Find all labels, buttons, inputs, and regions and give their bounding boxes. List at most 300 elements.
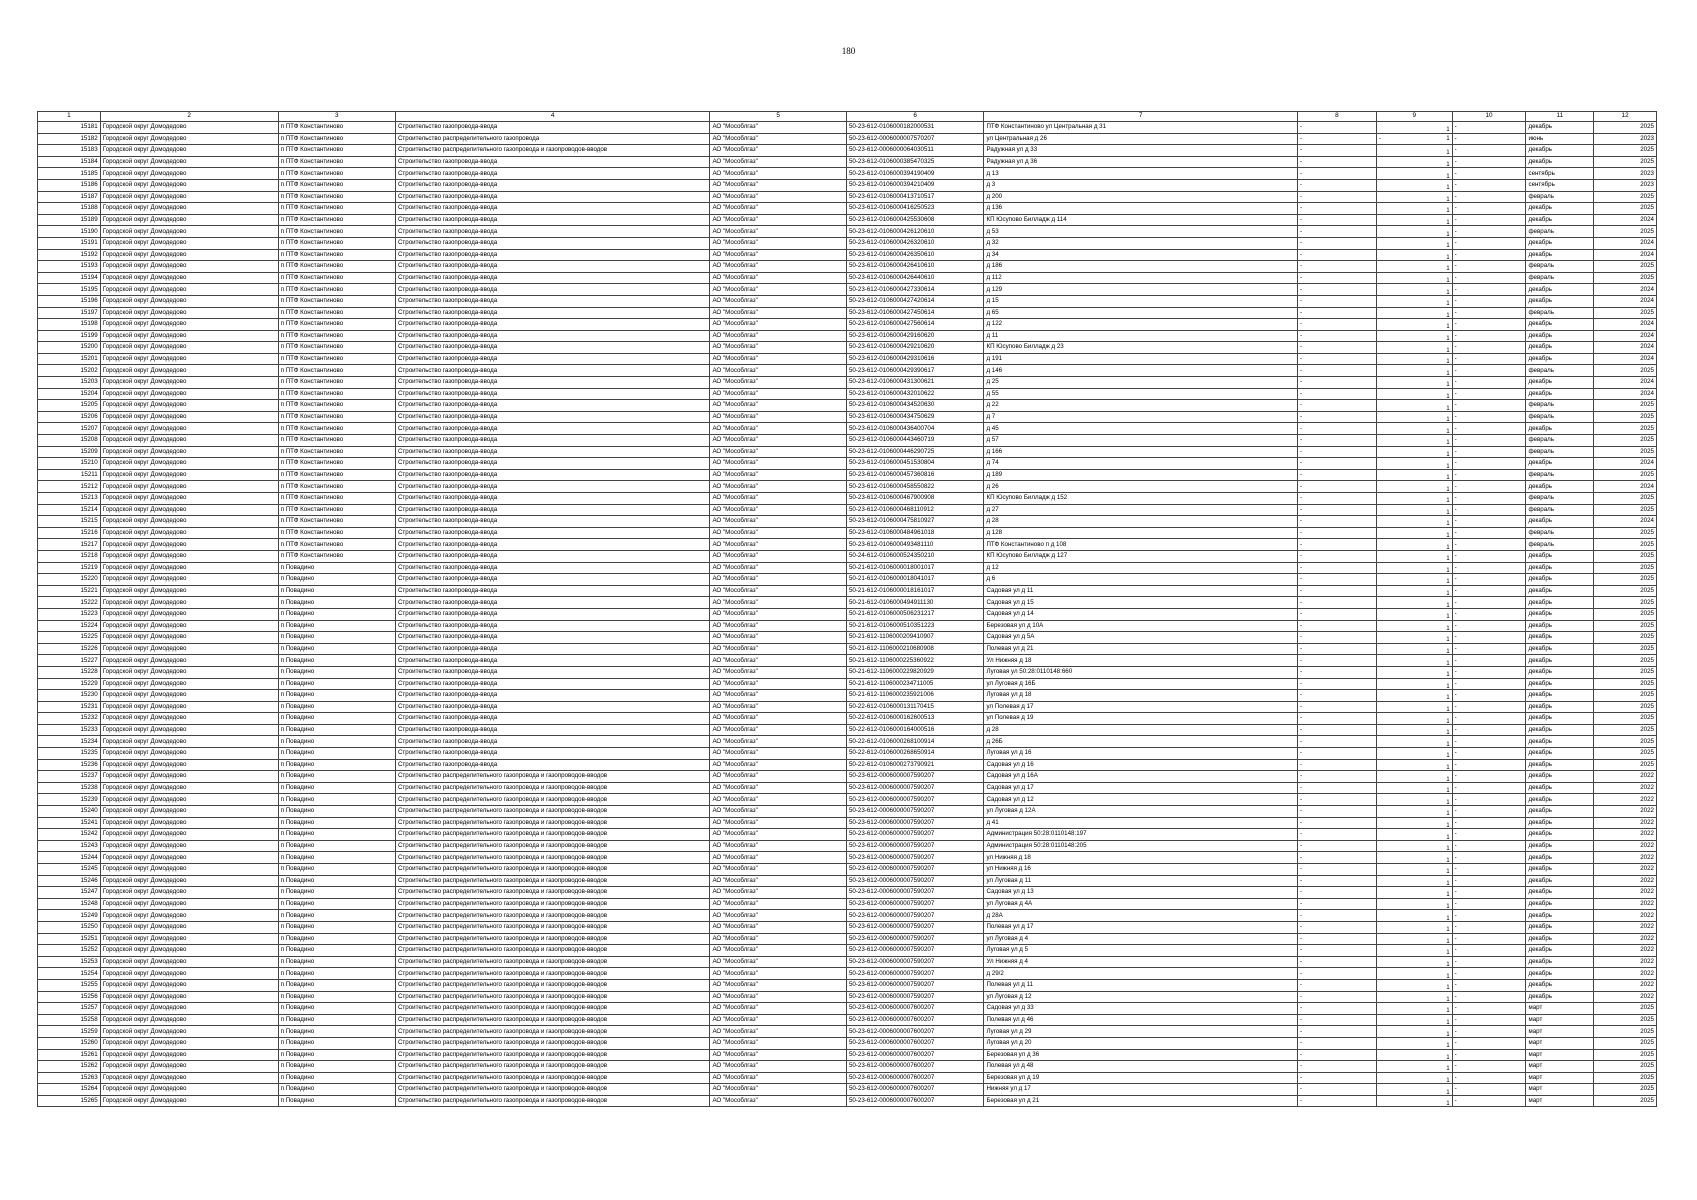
table-cell: Строительство газопровода-ввода (395, 295, 709, 307)
table-cell: - (1297, 307, 1376, 319)
table-cell: Городской округ Домодедово (100, 643, 278, 655)
table-cell: Городской округ Домодедово (100, 782, 278, 794)
table-cell: 2025 (1594, 411, 1657, 423)
table-cell: - (1452, 446, 1526, 458)
table-cell: 50-23-612-0006000007590207 (846, 829, 984, 841)
table-cell: п Повадино (278, 887, 395, 899)
table-cell: Городской округ Домодедово (100, 1095, 278, 1107)
table-cell: АО "Мособлгаз" (710, 458, 847, 470)
table-cell: 2024 (1594, 284, 1657, 296)
table-cell: - (1297, 272, 1376, 284)
cell-count: 1 (1446, 671, 1450, 678)
table-cell: Строительство распределительного газопровода и газопроводов-вводов (395, 1003, 709, 1015)
table-cell: 15233 (38, 724, 101, 736)
table-cell: февраль (1526, 307, 1594, 319)
table-cell: декабрь (1526, 956, 1594, 968)
table-cell: 2022 (1594, 864, 1657, 876)
table-cell: АО "Мособлгаз" (710, 794, 847, 806)
table-cell: Строительство распределительного газопровода и газопроводов-вводов (395, 921, 709, 933)
table-cell: д 28А (984, 910, 1297, 922)
table-row (38, 678, 1657, 690)
table-cell: АО "Мособлгаз" (710, 921, 847, 933)
table-cell (1376, 133, 1452, 145)
table-cell: Городской округ Домодедово (100, 921, 278, 933)
table-cell: п Повадино (278, 1095, 395, 1107)
table-cell: 50-23-612-0006000007590207 (846, 921, 984, 933)
cell-count: 1 (1446, 346, 1450, 354)
table-cell: АО "Мособлгаз" (710, 493, 847, 505)
table-cell (1376, 771, 1452, 783)
table-cell: п Повадино (278, 759, 395, 771)
table-cell: п Повадино (278, 1084, 395, 1096)
table-cell: 2024 (1594, 319, 1657, 331)
table-row (38, 782, 1657, 794)
table-cell: 2024 (1594, 214, 1657, 226)
table-cell: АО "Мособлгаз" (710, 852, 847, 864)
table-cell: декабрь (1526, 875, 1594, 887)
table-cell: 15184 (38, 156, 101, 168)
table-cell: 2025 (1594, 400, 1657, 412)
table-cell: - (1452, 921, 1526, 933)
table-cell: - (1452, 1003, 1526, 1015)
table-cell: 50-23-612-0006000007590207 (846, 898, 984, 910)
table-cell: Ул Нижняя д 18 (984, 655, 1297, 667)
table-row (38, 724, 1657, 736)
table-row (38, 643, 1657, 655)
table-cell: 50-23-612-0006000007590207 (846, 910, 984, 922)
table-row (38, 469, 1657, 481)
table-row (38, 898, 1657, 910)
column-header: 5 (710, 112, 847, 122)
table-cell: 2025 (1594, 759, 1657, 771)
table-cell (1376, 539, 1452, 551)
table-cell: 15234 (38, 736, 101, 748)
table-cell: Строительство газопровода-ввода (395, 562, 709, 574)
table-cell: февраль (1526, 400, 1594, 412)
table-cell (1376, 817, 1452, 829)
table-cell: д 7 (984, 411, 1297, 423)
table-row (38, 435, 1657, 447)
cell-count: 1 (1446, 416, 1450, 423)
table-cell: Строительство газопровода-ввода (395, 435, 709, 447)
table-cell: декабрь (1526, 864, 1594, 876)
table-cell: 50-23-612-0006000007590207 (846, 968, 984, 980)
cell-count: 1 (1446, 126, 1450, 134)
table-cell: 50-22-612-0106000162600513 (846, 713, 984, 725)
table-cell: 50-23-612-0106000426350610 (846, 249, 984, 261)
table-cell (1376, 226, 1452, 238)
table-row (38, 493, 1657, 505)
table-cell: АО "Мособлгаз" (710, 678, 847, 690)
table-cell: АО "Мособлгаз" (710, 782, 847, 794)
table-cell: декабрь (1526, 852, 1594, 864)
table-cell: - (1452, 295, 1526, 307)
table-cell: 50-23-612-0106000429390617 (846, 365, 984, 377)
table-cell: - (1452, 1026, 1526, 1038)
table-cell: Строительство газопровода-ввода (395, 377, 709, 389)
table-cell: Строительство распределительного газопровода и газопроводов-вводов (395, 840, 709, 852)
table-cell: 2024 (1594, 516, 1657, 528)
table-cell: 50-23-612-0106000426320610 (846, 237, 984, 249)
table-cell: - (1297, 887, 1376, 899)
table-cell: п ПТФ Константиново (278, 353, 395, 365)
table-cell: Городской округ Домодедово (100, 956, 278, 968)
table-cell: АО "Мособлгаз" (710, 203, 847, 215)
table-cell: - (1452, 666, 1526, 678)
table-cell: АО "Мособлгаз" (710, 864, 847, 876)
table-cell: АО "Мособлгаз" (710, 295, 847, 307)
table-cell: Городской округ Домодедово (100, 632, 278, 644)
table-cell: Березовая ул д 21 (984, 1095, 1297, 1107)
table-cell: АО "Мособлгаз" (710, 377, 847, 389)
table-cell: Строительство газопровода-ввода (395, 272, 709, 284)
table-cell: 2025 (1594, 678, 1657, 690)
table-row (38, 921, 1657, 933)
table-cell (1376, 237, 1452, 249)
table-cell: Городской округ Домодедово (100, 133, 278, 145)
table-cell: 50-23-612-0006000007590207 (846, 852, 984, 864)
table-cell: п Повадино (278, 748, 395, 760)
table-cell: - (1452, 179, 1526, 191)
table-cell: п ПТФ Константиново (278, 319, 395, 331)
table-row (38, 272, 1657, 284)
table-cell: 15229 (38, 678, 101, 690)
table-cell: 2025 (1594, 1049, 1657, 1061)
table-cell: - (1297, 504, 1376, 516)
table-cell: АО "Мособлгаз" (710, 550, 847, 562)
table-cell: д 136 (984, 203, 1297, 215)
table-row (38, 597, 1657, 609)
table-cell: д 146 (984, 365, 1297, 377)
table-cell: д 32 (984, 237, 1297, 249)
table-cell: - (1297, 1095, 1376, 1107)
table-cell: АО "Мособлгаз" (710, 1084, 847, 1096)
table-cell: ул Полевая д 19 (984, 713, 1297, 725)
table-cell: 2022 (1594, 806, 1657, 818)
table-cell: д 27 (984, 504, 1297, 516)
table-cell: декабрь (1526, 562, 1594, 574)
table-cell: Городской округ Домодедово (100, 1061, 278, 1073)
cell-count: 1 (1446, 717, 1450, 725)
table-cell: 2022 (1594, 875, 1657, 887)
table-cell: декабрь (1526, 690, 1594, 702)
table-cell: 2025 (1594, 550, 1657, 562)
table-cell: Строительство газопровода-ввода (395, 759, 709, 771)
table-cell: 50-23-612-0106000443460719 (846, 435, 984, 447)
table-cell: Березовая ул д 10А (984, 620, 1297, 632)
table-row (38, 295, 1657, 307)
cell-count: 1 (1446, 149, 1450, 157)
table-cell: 50-23-612-0006000007590207 (846, 771, 984, 783)
table-cell: 2025 (1594, 736, 1657, 748)
table-cell (1376, 1072, 1452, 1084)
table-cell: июнь (1526, 133, 1594, 145)
table-cell: декабрь (1526, 342, 1594, 354)
cell-count: 1 (1446, 891, 1450, 899)
table-cell: п Повадино (278, 771, 395, 783)
table-cell: 2025 (1594, 690, 1657, 702)
table-row (38, 377, 1657, 389)
table-cell: - (1452, 968, 1526, 980)
table-cell: АО "Мособлгаз" (710, 643, 847, 655)
table-cell: Строительство распределительного газопровода и газопроводов-вводов (395, 1095, 709, 1107)
table-cell: - (1452, 1061, 1526, 1073)
table-cell: - (1452, 550, 1526, 562)
table-cell: Строительство распределительного газопровода и газопроводов-вводов (395, 875, 709, 887)
table-cell: Городской округ Домодедово (100, 736, 278, 748)
table-cell (1376, 1037, 1452, 1049)
table-cell: п ПТФ Константиново (278, 133, 395, 145)
table-cell: д 112 (984, 272, 1297, 284)
table-row (38, 1061, 1657, 1073)
table-cell: - (1452, 655, 1526, 667)
table-cell: - (1297, 898, 1376, 910)
table-cell: ул Луговая д 16Б (984, 678, 1297, 690)
table-cell (1376, 1003, 1452, 1015)
table-cell: АО "Мособлгаз" (710, 945, 847, 957)
table-cell: февраль (1526, 446, 1594, 458)
table-cell: п Повадино (278, 794, 395, 806)
table-row (38, 736, 1657, 748)
table-cell: - (1452, 771, 1526, 783)
table-cell: д 6 (984, 574, 1297, 586)
table-cell: п ПТФ Константиново (278, 481, 395, 493)
table-cell: д 22 (984, 400, 1297, 412)
table-cell (1376, 516, 1452, 528)
table-cell: п Повадино (278, 585, 395, 597)
table-cell: - (1452, 840, 1526, 852)
table-cell: 2025 (1594, 203, 1657, 215)
table-cell: 2025 (1594, 539, 1657, 551)
table-cell: АО "Мособлгаз" (710, 759, 847, 771)
table-cell: Городской округ Домодедово (100, 585, 278, 597)
table-cell: март (1526, 1084, 1594, 1096)
cell-count: 1 (1446, 288, 1450, 296)
table-cell: - (1452, 435, 1526, 447)
cell-count: 1 (1446, 230, 1450, 238)
table-cell: АО "Мособлгаз" (710, 956, 847, 968)
table-cell: 15232 (38, 713, 101, 725)
table-cell: 2022 (1594, 956, 1657, 968)
table-cell: 15241 (38, 817, 101, 829)
table-row (38, 145, 1657, 157)
table-cell: АО "Мособлгаз" (710, 122, 847, 134)
table-cell: - (1297, 365, 1376, 377)
table-cell: 15227 (38, 655, 101, 667)
table-cell: Городской округ Домодедово (100, 562, 278, 574)
table-cell: Радужная ул д 36 (984, 156, 1297, 168)
table-cell: - (1297, 1026, 1376, 1038)
table-cell: Строительство распределительного газопровода и газопроводов-вводов (395, 887, 709, 899)
table-cell: Городской округ Домодедово (100, 226, 278, 238)
table-cell: декабрь (1526, 377, 1594, 389)
table-cell: - (1297, 759, 1376, 771)
table-cell: 50-23-612-0106000432010622 (846, 388, 984, 400)
table-cell: 2025 (1594, 597, 1657, 609)
table-row (38, 122, 1657, 134)
table-cell: декабрь (1526, 249, 1594, 261)
table-cell: - (1452, 782, 1526, 794)
table-cell: 50-23-612-0106000431300621 (846, 377, 984, 389)
cell-dash: - (1378, 134, 1381, 142)
table-cell: - (1452, 759, 1526, 771)
table-cell: АО "Мособлгаз" (710, 875, 847, 887)
table-cell: АО "Мособлгаз" (710, 748, 847, 760)
table-cell: - (1452, 852, 1526, 864)
table-cell (1376, 307, 1452, 319)
table-cell (1376, 655, 1452, 667)
table-cell: февраль (1526, 469, 1594, 481)
table-cell: Городской округ Домодедово (100, 388, 278, 400)
table-cell: Городской округ Домодедово (100, 748, 278, 760)
cell-count: 1 (1446, 729, 1450, 736)
table-cell: - (1297, 435, 1376, 447)
table-cell: март (1526, 1049, 1594, 1061)
table-cell: декабрь (1526, 608, 1594, 620)
table-cell: февраль (1526, 435, 1594, 447)
table-cell (1376, 968, 1452, 980)
table-cell: 15231 (38, 701, 101, 713)
table-cell: Полевая ул д 21 (984, 643, 1297, 655)
table-cell (1376, 864, 1452, 876)
table-cell: 50-23-612-0106000426120610 (846, 226, 984, 238)
table-cell: 15236 (38, 759, 101, 771)
table-cell: - (1452, 377, 1526, 389)
table-cell: Строительство распределительного газопровода и газопроводов-вводов (395, 782, 709, 794)
cell-count: 1 (1446, 1007, 1450, 1015)
table-cell: Городской округ Домодедово (100, 156, 278, 168)
table-cell: Строительство распределительного газопровода и газопроводов-вводов (395, 968, 709, 980)
table-cell: - (1297, 910, 1376, 922)
table-cell: АО "Мособлгаз" (710, 597, 847, 609)
table-cell: п Повадино (278, 1061, 395, 1073)
table-cell (1376, 365, 1452, 377)
table-cell: Строительство распределительного газопровода и газопроводов-вводов (395, 1072, 709, 1084)
cell-count: 1 (1446, 624, 1450, 632)
table-cell: 50-23-612-0106000436400704 (846, 423, 984, 435)
table-cell: декабрь (1526, 458, 1594, 470)
table-cell: Строительство газопровода-ввода (395, 748, 709, 760)
table-row (38, 550, 1657, 562)
table-cell: п ПТФ Константиново (278, 272, 395, 284)
table-cell: февраль (1526, 504, 1594, 516)
table-cell: АО "Мособлгаз" (710, 272, 847, 284)
table-row (38, 840, 1657, 852)
table-cell: 50-23-612-0106000394210409 (846, 179, 984, 191)
cell-count: 1 (1446, 242, 1450, 250)
table-cell: - (1452, 133, 1526, 145)
table-cell: Строительство газопровода-ввода (395, 179, 709, 191)
table-cell (1376, 1061, 1452, 1073)
table-cell (1376, 145, 1452, 157)
cell-count: 1 (1446, 590, 1450, 597)
table-cell: д 15 (984, 295, 1297, 307)
table-cell: АО "Мособлгаз" (710, 1026, 847, 1038)
table-cell: 15221 (38, 585, 101, 597)
table-cell: АО "Мособлгаз" (710, 481, 847, 493)
table-cell: - (1452, 585, 1526, 597)
table-row (38, 342, 1657, 354)
table-cell: п Повадино (278, 829, 395, 841)
table-cell: 50-21-612-0106000510351223 (846, 620, 984, 632)
table-row (38, 168, 1657, 180)
cell-count: 1 (1446, 265, 1450, 273)
table-cell: Строительство газопровода-ввода (395, 701, 709, 713)
table-cell (1376, 156, 1452, 168)
column-header: 8 (1297, 112, 1376, 122)
table-cell: Полевая ул д 48 (984, 1061, 1297, 1073)
table-cell: - (1452, 701, 1526, 713)
table-cell: 15215 (38, 516, 101, 528)
table-row (38, 156, 1657, 168)
table-cell: АО "Мособлгаз" (710, 829, 847, 841)
table-cell: 15217 (38, 539, 101, 551)
table-cell: 2022 (1594, 782, 1657, 794)
table-cell (1376, 608, 1452, 620)
table-row (38, 527, 1657, 539)
table-cell: март (1526, 1003, 1594, 1015)
table-cell: ул Луговая д 12А (984, 806, 1297, 818)
table-cell: 15182 (38, 133, 101, 145)
table-cell: - (1452, 307, 1526, 319)
cell-count: 1 (1446, 462, 1450, 470)
table-cell: 50-23-612-0106000457360816 (846, 469, 984, 481)
table-row (38, 748, 1657, 760)
table-cell: Строительство распределительного газопровода и газопроводов-вводов (395, 1061, 709, 1073)
table-cell: 15246 (38, 875, 101, 887)
table-cell: 2022 (1594, 817, 1657, 829)
table-cell: 50-23-612-0106000429310616 (846, 353, 984, 365)
table-cell: 2025 (1594, 307, 1657, 319)
table-cell: Строительство газопровода-ввода (395, 261, 709, 273)
table-cell (1376, 921, 1452, 933)
table-cell: - (1452, 388, 1526, 400)
table-cell: Строительство распределительного газопровода и газопроводов-вводов (395, 1037, 709, 1049)
table-cell: Городской округ Домодедово (100, 214, 278, 226)
table-cell: 15256 (38, 991, 101, 1003)
table-cell: п Повадино (278, 678, 395, 690)
table-cell: 15254 (38, 968, 101, 980)
table-cell: Строительство распределительного газопровода и газопроводов-вводов (395, 979, 709, 991)
table-cell: 15207 (38, 423, 101, 435)
table-cell: 2022 (1594, 852, 1657, 864)
table-cell: Строительство газопровода-ввода (395, 353, 709, 365)
table-cell (1376, 829, 1452, 841)
table-cell: Городской округ Домодедово (100, 261, 278, 273)
table-cell: 50-23-612-0106000394190409 (846, 168, 984, 180)
table-cell: АО "Мособлгаз" (710, 388, 847, 400)
cell-count: 1 (1446, 613, 1450, 621)
table-row (38, 875, 1657, 887)
table-cell: Городской округ Домодедово (100, 655, 278, 667)
table-row (38, 585, 1657, 597)
table-cell: п Повадино (278, 968, 395, 980)
table-cell (1376, 261, 1452, 273)
table-cell (1376, 550, 1452, 562)
table-cell: - (1297, 1061, 1376, 1073)
table-cell: - (1452, 864, 1526, 876)
table-cell: - (1452, 690, 1526, 702)
table-cell: Строительство газопровода-ввода (395, 713, 709, 725)
table-cell: Строительство газопровода-ввода (395, 597, 709, 609)
table-cell: 50-22-612-0106000268100914 (846, 736, 984, 748)
cell-count: 1 (1446, 1042, 1450, 1049)
table-cell: - (1452, 620, 1526, 632)
table-cell: - (1297, 724, 1376, 736)
table-cell: АО "Мособлгаз" (710, 191, 847, 203)
table-cell: Строительство распределительного газопровода и газопроводов-вводов (395, 945, 709, 957)
table-cell: 2025 (1594, 608, 1657, 620)
